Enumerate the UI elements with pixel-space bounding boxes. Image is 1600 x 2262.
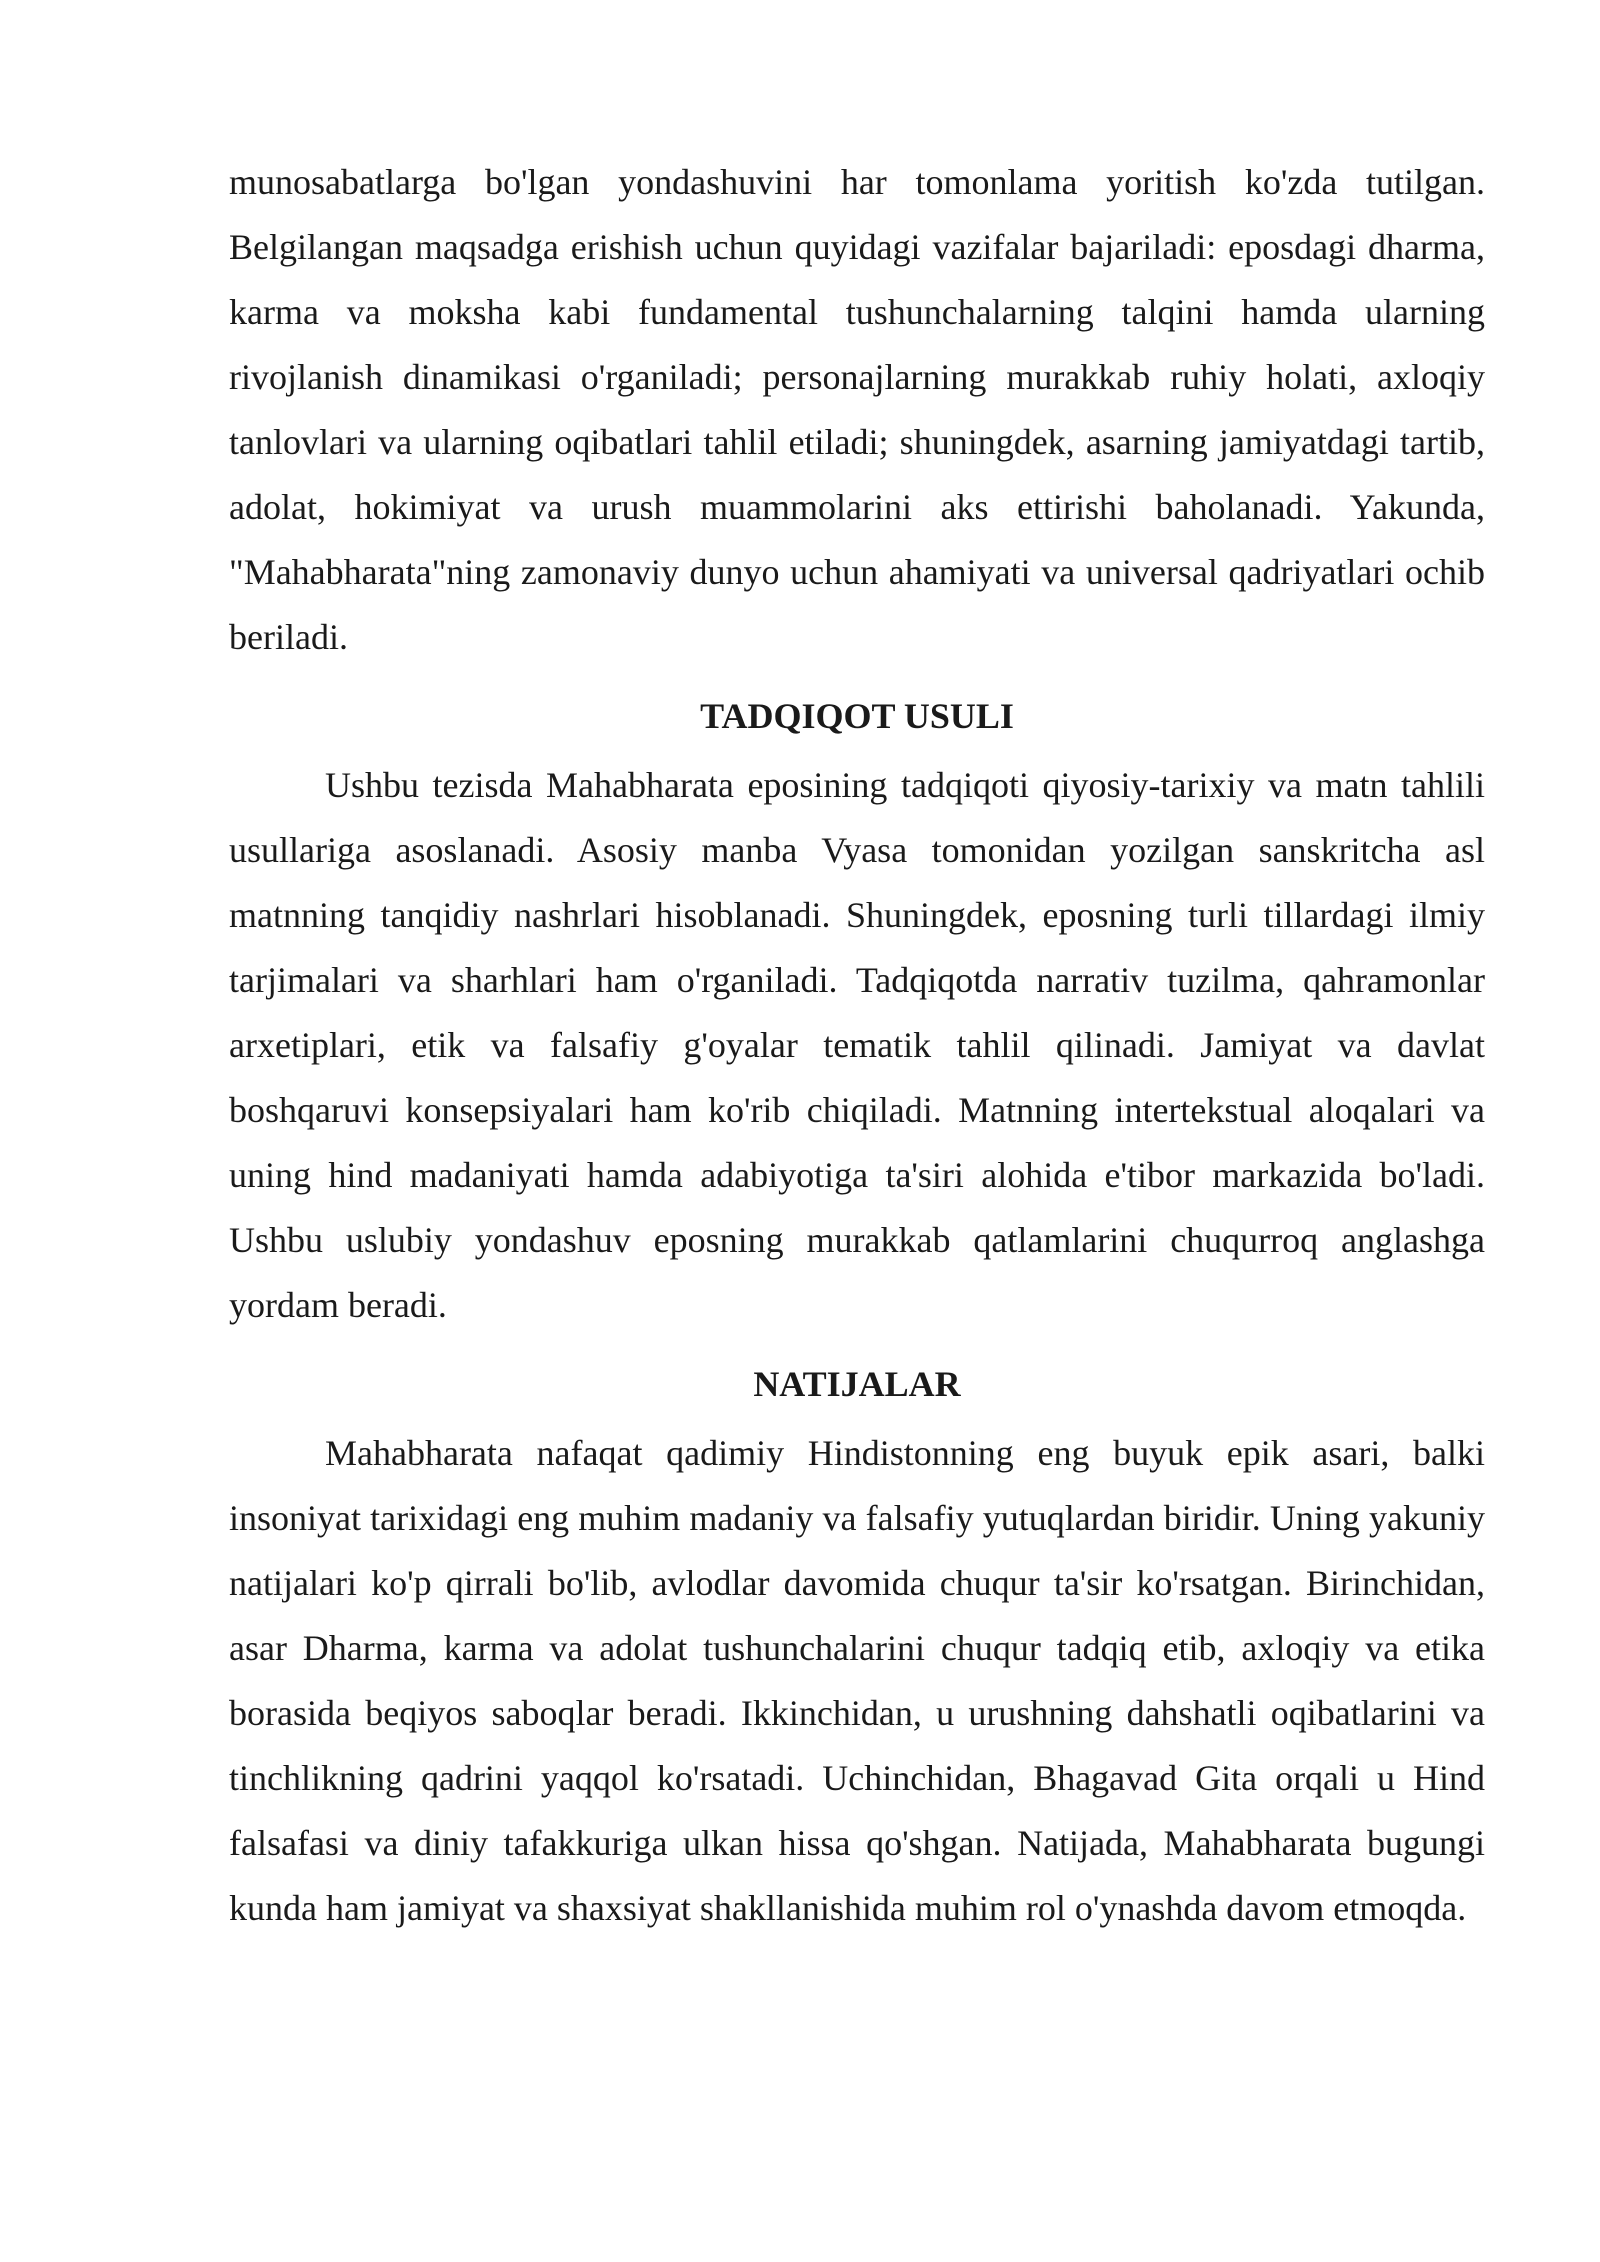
section-heading-results: NATIJALAR [753,1364,961,1404]
intro-paragraph: munosabatlarga bo'lgan yondashuvini har tomonlama yoritish ko'zda tutilgan. Belgilangan maqsadga erishish uchun quyidagi vazifalar bajariladi: eposdagi dharma, karma va moksha kabi fundamental tushunchalarning talqini hamda ularning rivojlanish dinamikasi o'rganiladi; personajlarning murakkab ruhiy holati, axloqiy tanlovlari va ularning oqibatlari tahlil etiladi; shuningdek, asarning jamiyatdagi tartib, adolat, hokimiyat va urush muammolarini aks ettirishi baholanadi. Yakunda, "Mahabharata"ning zamonaviy dunyo uchun ahamiyati va universal qadriyatlari ochib beriladi. [229,162,1485,657]
results-paragraph: Mahabharata nafaqat qadimiy Hindistonning eng buyuk epik asari, balki insoniyat tarixidagi eng muhim madaniy va falsafiy yutuqlardan biridir. Uning yakuniy natijalari ko'p qirrali bo'lib, avlodlar davomida chuqur ta'sir ko'rsatgan. Birinchidan, asar Dharma, karma va adolat tushunchalarini chuqur tadqiq etib, axloqiy va etika borasida beqiyos saboqlar beradi. Ikkinchidan, u urushning dahshatli oqibatlarini va tinchlikning qadrini yaqqol ko'rsatadi. Uchinchidan, Bhagavad Gita orqali u Hind falsafasi va diniy tafakkuriga ulkan hissa qo'shgan. Natijada, Mahabharata bugungi kunda ham jamiyat va shaxsiyat shakllanishida muhim rol o'ynashda davom etmoqda. [229,1433,1485,1928]
section-heading-methods: TADQIQOT USULI [700,696,1014,736]
document-page [229,150,1485,1941]
methods-paragraph: Ushbu tezisda Mahabharata eposining tadqiqoti qiyosiy-tarixiy va matn tahlili usullariga asoslanadi. Asosiy manba Vyasa tomonidan yozilgan sanskritcha asl matnning tanqidiy nashrlari hisoblanadi. Shuningdek, eposning turli tillardagi ilmiy tarjimalari va sharhlari ham o'rganiladi. Tadqiqotda narrativ tuzilma, qahramonlar arxetiplari, etik va falsafiy g'oyalar tematik tahlil qilinadi. Jamiyat va davlat boshqaruvi konsepsiyalari ham ko'rib chiqiladi. Matnning intertekstual aloqalari va uning hind madaniyati hamda adabiyotiga ta'siri alohida e'tibor markazida bo'ladi. Ushbu uslubiy yondashuv eposning murakkab qatlamlarini chuqurroq anglashga yordam beradi. [229,765,1485,1325]
